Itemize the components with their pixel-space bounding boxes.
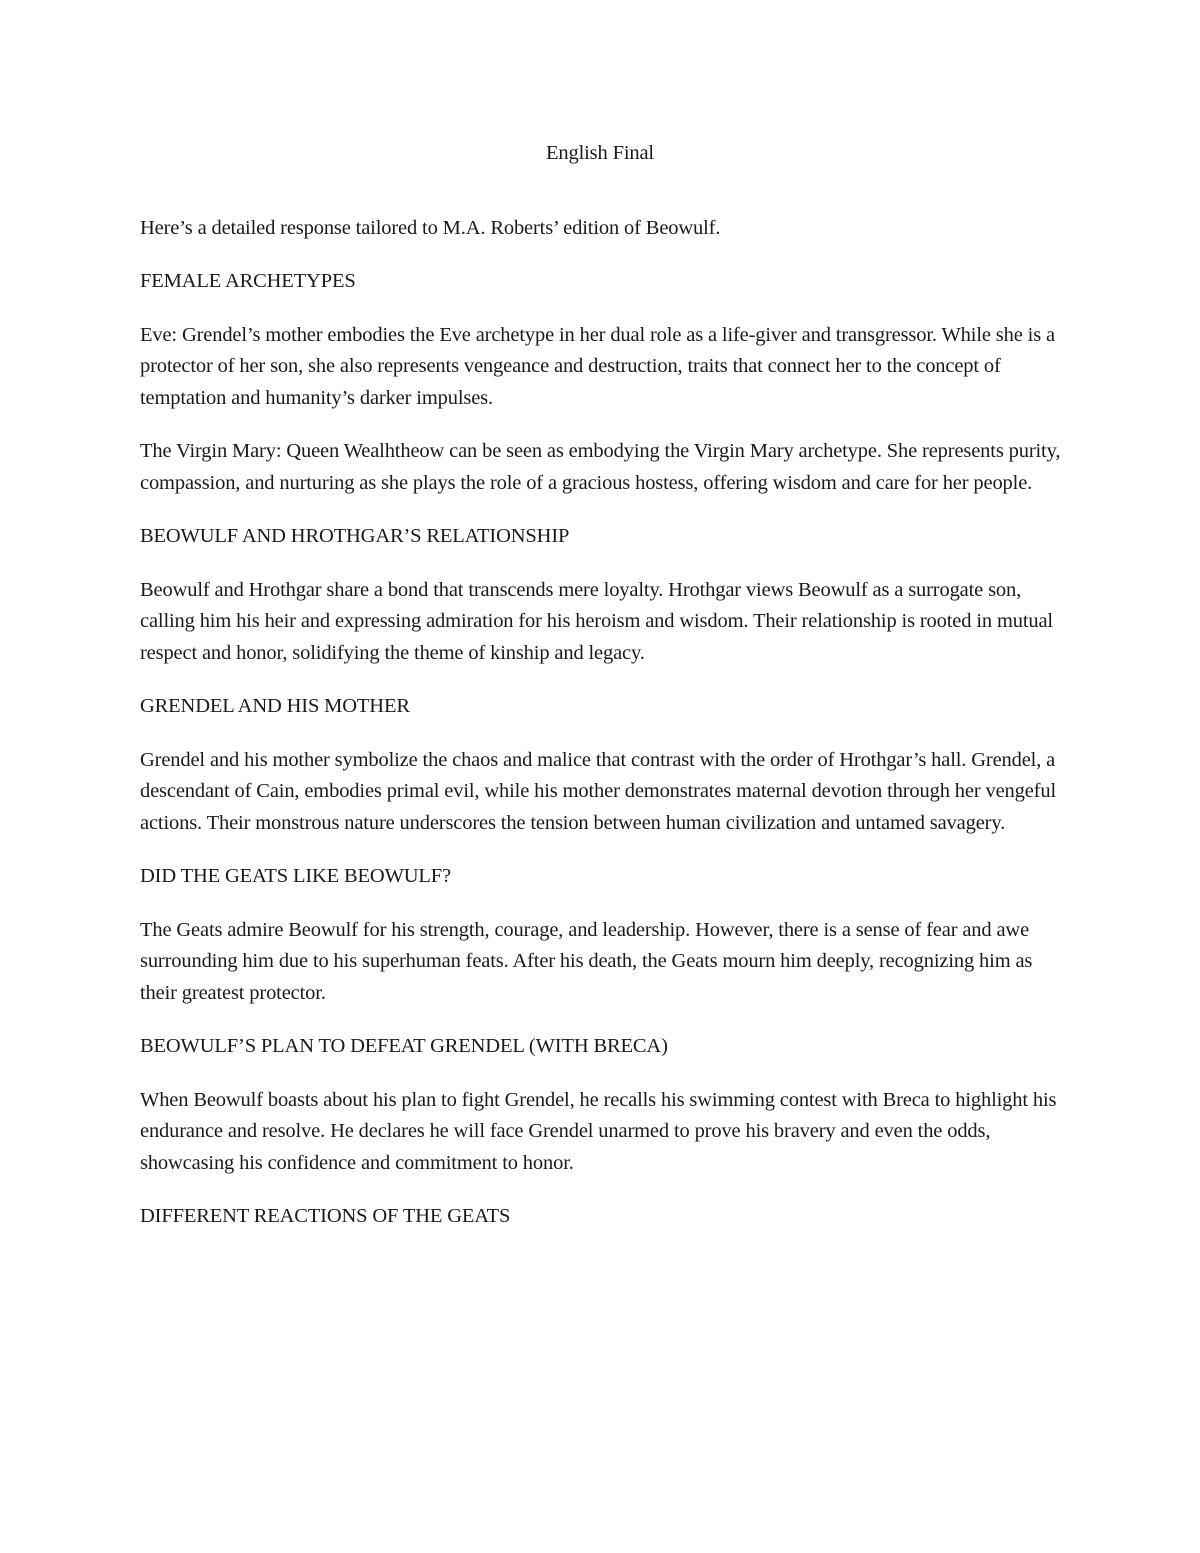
paragraph-grendel-mother: Grendel and his mother symbolize the chaos and malice that contrast with the order of Hrothgar’s hall. Grendel, a descendant of Cain, embodies primal evil, while his mother demonstrates maternal devotion through her vengeful actions. Their monstrous nature underscores the tension between human civilization and untamed savagery. [140, 748, 1057, 834]
section-heading-reactions-geats: DIFFERENT REACTIONS OF THE GEATS [140, 1205, 511, 1227]
paragraph-plan-defeat-grendel: When Beowulf boasts about his plan to fight Grendel, he recalls his swimming contest with Breca to highlight his endurance and resolve. He declares he will face Grendel unarmed to prove his bravery and even the odds, showcasing his confidence and commitment to honor. [140, 1088, 1057, 1174]
paragraph-virgin-mary: The Virgin Mary: Queen Wealhtheow can be seen as embodying the Virgin Mary archetype. She represents purity, compassion, and nurturing as she plays the role of a gracious hostess, offering wisdom and care for her people. [140, 440, 1061, 494]
section-heading-geats-like-beowulf: DID THE GEATS LIKE BEOWULF? [140, 865, 451, 887]
paragraph-eve: Eve: Grendel’s mother embodies the Eve archetype in her dual role as a life-giver and transgressor. While she is a protector of her son, she also represents vengeance and destruction, traits that connect her to the concept of temptation and humanity’s darker impulses. [140, 323, 1055, 409]
document-title: English Final [546, 142, 654, 164]
section-heading-female-archetypes: FEMALE ARCHETYPES [140, 270, 356, 292]
section-heading-plan-defeat-grendel: BEOWULF’S PLAN TO DEFEAT GRENDEL (WITH BRECA) [140, 1035, 668, 1057]
paragraph-beowulf-hrothgar: Beowulf and Hrothgar share a bond that transcends mere loyalty. Hrothgar views Beowulf as a surrogate son, calling him his heir and expressing admiration for his heroism and wisdom. Their relationship is rooted in mutual respect and honor, solidifying the theme of kinship and legacy. [140, 578, 1053, 664]
document-body [140, 138, 1070, 1255]
section-heading-beowulf-hrothgar: BEOWULF AND HROTHGAR’S RELATIONSHIP [140, 525, 570, 547]
section-heading-grendel-mother: GRENDEL AND HIS MOTHER [140, 695, 410, 717]
paragraph-geats-like-beowulf: The Geats admire Beowulf for his strength, courage, and leadership. However, there is a sense of fear and awe surrounding him due to his superhuman feats. After his death, the Geats mourn him deeply, recognizing him as their greatest protector. [140, 918, 1033, 1004]
intro-paragraph: Here’s a detailed response tailored to M.A. Roberts’ edition of Beowulf. [140, 216, 721, 239]
